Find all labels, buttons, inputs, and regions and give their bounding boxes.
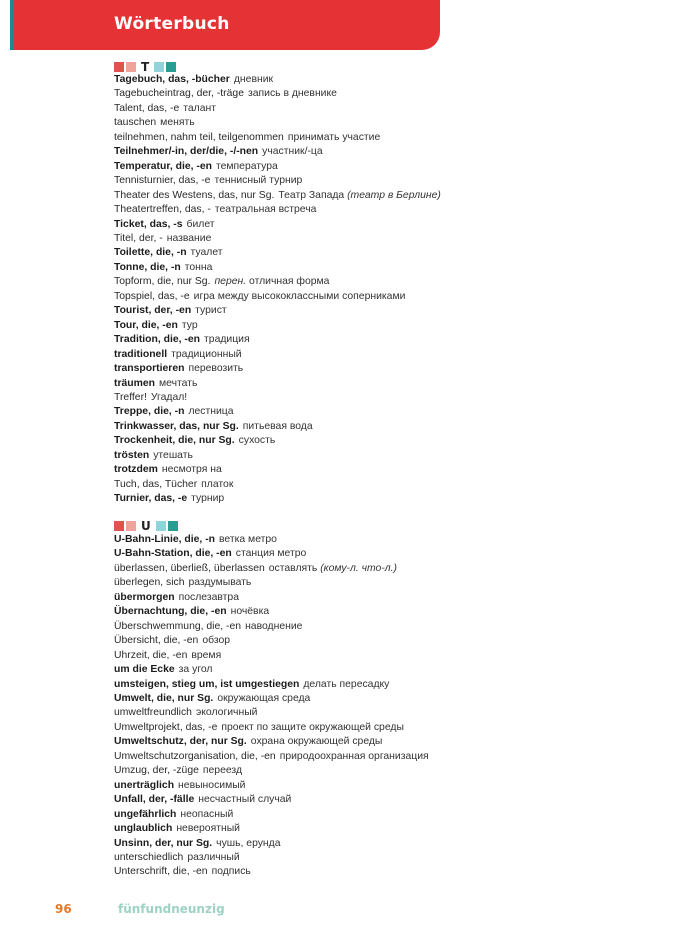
- section-u-entries: [114, 533, 429, 880]
- entry-note: (кому-л. что-л.): [320, 562, 398, 574]
- entry-translation: [280, 751, 429, 762]
- dictionary-entry: [114, 851, 429, 865]
- dictionary-entry: [114, 808, 429, 822]
- entry-translation-text: Театр Запада: [278, 189, 345, 201]
- entry-german: Tourist, der, -en: [114, 305, 192, 317]
- entry-translation: [187, 852, 239, 863]
- entry-german: umsteigen, stieg um, ist umgestiegen: [114, 678, 300, 690]
- entry-german: überlassen, überließ, überlassen: [114, 562, 265, 574]
- entry-translation-text: билет: [186, 218, 215, 230]
- entry-translation: [203, 765, 242, 776]
- dictionary-entry: [114, 837, 429, 851]
- dictionary-entry: [114, 391, 441, 405]
- entry-german: Talent, das, -e: [114, 102, 180, 114]
- dictionary-entry: [114, 478, 441, 492]
- entry-translation-text: тонна: [184, 261, 213, 273]
- entry-translation: [196, 707, 258, 718]
- entry-translation-text: природоохранная организация: [279, 750, 429, 762]
- entry-translation: [159, 378, 197, 389]
- entry-german: Theater des Westens, das, nur Sg.: [114, 189, 275, 201]
- entry-translation: [215, 204, 317, 215]
- entry-german: Tagebucheintrag, der, -träge: [114, 88, 244, 100]
- dictionary-entry: [114, 333, 441, 347]
- entry-german: Umweltschutz, der, nur Sg.: [114, 736, 247, 748]
- entry-translation-text: станция метро: [235, 548, 307, 560]
- dictionary-entry: [114, 420, 441, 434]
- entry-german: Treffer!: [114, 391, 147, 403]
- entry-german: Tour, die, -en: [114, 319, 178, 331]
- entry-translation: [269, 563, 397, 574]
- entry-german: tauschen: [114, 117, 157, 129]
- entry-translation-text: подпись: [211, 866, 251, 878]
- section-header-u: [114, 519, 178, 533]
- entry-translation-text: невыносимый: [178, 779, 246, 791]
- entry-translation-text: платок: [201, 478, 234, 490]
- dictionary-entry: [114, 102, 441, 116]
- dictionary-entry: [114, 304, 441, 318]
- entry-german: Topspiel, das, -e: [114, 290, 190, 302]
- entry-note: (театр в Берлине): [347, 189, 441, 201]
- dictionary-entry: [114, 605, 429, 619]
- dictionary-entry: [114, 319, 441, 333]
- dictionary-entry: [114, 174, 441, 188]
- dictionary-entry: [114, 750, 429, 764]
- entry-german: Überschwemmung, die, -en: [114, 620, 242, 632]
- entry-german: Tennisturnier, das, -e: [114, 175, 211, 187]
- entry-german: teilnehmen, nahm teil, teilgenommen: [114, 131, 284, 143]
- entry-translation: [214, 276, 329, 287]
- section-letter: U: [141, 519, 151, 533]
- dictionary-entry: [114, 649, 429, 663]
- entry-translation-text: лестница: [188, 406, 234, 418]
- dictionary-entry: [114, 562, 429, 576]
- entry-translation: [171, 349, 241, 360]
- dictionary-entry: [114, 73, 441, 87]
- entry-german: Unfall, der, -fälle: [114, 794, 195, 806]
- entry-translation-text: менять: [160, 117, 195, 129]
- entry-translation: [278, 190, 440, 201]
- entry-translation: [202, 635, 230, 646]
- entry-german: Trinkwasser, das, nur Sg.: [114, 420, 239, 432]
- dictionary-entry: [114, 160, 441, 174]
- entry-translation: [179, 664, 213, 675]
- entry-translation-text: дневник: [233, 74, 274, 85]
- dictionary-entry: [114, 434, 441, 448]
- entry-german: unglaublich: [114, 823, 173, 835]
- entry-translation: [243, 421, 313, 432]
- entry-german: traditionell: [114, 348, 168, 360]
- dictionary-entry: [114, 203, 441, 217]
- entry-german: Umweltprojekt, das, -e: [114, 721, 218, 733]
- entry-translation: [188, 406, 233, 417]
- entry-translation-text: тур: [181, 319, 198, 331]
- entry-translation: [221, 722, 404, 733]
- dictionary-entry: [114, 865, 429, 879]
- entry-german: Teilnehmer/-in, der/die, -/-nen: [114, 146, 259, 158]
- entry-translation: [288, 132, 380, 143]
- entry-german: Trockenheit, die, nur Sg.: [114, 435, 235, 447]
- dictionary-entry: [114, 764, 429, 778]
- entry-german: Umzug, der, -züge: [114, 765, 199, 777]
- entry-german: Unsinn, der, nur Sg.: [114, 837, 213, 849]
- entry-german: übermorgen: [114, 591, 175, 603]
- entry-translation-text: Угадал!: [150, 391, 188, 403]
- entry-translation: [303, 679, 389, 690]
- entry-translation-text: раздумывать: [188, 577, 252, 589]
- entry-translation-text: переезд: [202, 765, 243, 777]
- dictionary-entry: [114, 779, 429, 793]
- entry-translation-text: неопасный: [180, 808, 234, 820]
- entry-translation: [182, 320, 198, 331]
- entry-translation-text: театральная встреча: [214, 204, 317, 216]
- entry-translation: [185, 262, 213, 273]
- entry-translation-text: ночёвка: [230, 606, 270, 618]
- entry-translation: [153, 450, 193, 461]
- entry-german: Topform, die, nur Sg.: [114, 276, 211, 288]
- entry-german: Turnier, das, -e: [114, 493, 188, 505]
- entry-german: Übernachtung, die, -en: [114, 606, 227, 618]
- entry-translation: [167, 233, 212, 244]
- entry-translation-text: традиционный: [171, 348, 242, 360]
- entry-german: Toilette, die, -n: [114, 247, 187, 259]
- marker-square-red: [114, 521, 124, 531]
- dictionary-entry: [114, 87, 441, 101]
- entry-translation-text: сухость: [238, 435, 276, 447]
- entry-translation: [212, 866, 251, 877]
- entry-translation: [236, 548, 307, 559]
- dictionary-entry: [114, 261, 441, 275]
- entry-translation-text: проект по защите окружающей среды: [221, 721, 404, 733]
- entry-translation: [151, 392, 187, 403]
- entry-german: träumen: [114, 377, 155, 389]
- dictionary-entry: [114, 246, 441, 260]
- header-bar: [10, 0, 440, 50]
- entry-translation: [195, 305, 227, 316]
- entry-translation-text: экологичный: [195, 707, 258, 719]
- entry-translation-text: турист: [195, 305, 227, 317]
- entry-translation-text: послезавтра: [178, 591, 239, 603]
- dictionary-entry: [114, 721, 429, 735]
- marker-square-red: [114, 62, 124, 72]
- entry-translation: [191, 650, 221, 661]
- entry-translation: [162, 464, 222, 475]
- dictionary-entry: [114, 591, 429, 605]
- dictionary-entry: [114, 492, 441, 506]
- entry-german: umweltfreundlich: [114, 707, 192, 719]
- entry-translation: [180, 809, 233, 820]
- entry-translation-text: утешать: [153, 449, 193, 461]
- entry-translation-text: различный: [187, 851, 240, 863]
- entry-translation-text: талант: [183, 102, 217, 114]
- dictionary-entry: [114, 678, 429, 692]
- entry-translation: [216, 838, 280, 849]
- section-header-t: [114, 60, 176, 74]
- entry-german: unerträglich: [114, 779, 175, 791]
- entry-translation: [183, 103, 216, 114]
- entry-german: Tagebuch, das, -bücher: [114, 74, 230, 85]
- entry-translation: [188, 577, 251, 588]
- entry-translation-text: традиция: [204, 334, 250, 346]
- entry-translation-text: питьевая вода: [242, 420, 313, 432]
- dictionary-entry: [114, 449, 441, 463]
- entry-translation-text: температура: [215, 160, 278, 172]
- dictionary-entry: [114, 131, 441, 145]
- entry-translation-text: игра между высококлассными соперниками: [193, 290, 406, 302]
- entry-translation-text: чушь, ерунда: [216, 837, 281, 849]
- dictionary-entry: [114, 735, 429, 749]
- entry-german: Tuch, das, Tücher: [114, 478, 198, 490]
- entry-translation-text: невероятный: [176, 823, 240, 835]
- entry-translation: [239, 435, 276, 446]
- entry-translation: [188, 363, 243, 374]
- entry-translation: [217, 693, 310, 704]
- entry-translation: [204, 334, 250, 345]
- dictionary-entry: [114, 576, 429, 590]
- entry-german: transportieren: [114, 363, 185, 375]
- entry-german: Umwelt, die, nur Sg.: [114, 692, 214, 704]
- entry-german: Umweltschutzorganisation, die, -en: [114, 750, 276, 762]
- entry-translation-text: наводнение: [245, 620, 303, 632]
- dictionary-entry: [114, 348, 441, 362]
- entry-translation-text: название: [166, 232, 212, 244]
- dictionary-entry: [114, 793, 429, 807]
- entry-german: Titel, der, -: [114, 232, 163, 244]
- entry-translation: [198, 794, 291, 805]
- dictionary-entry: [114, 275, 441, 289]
- entry-translation-text: принимать участие: [287, 131, 381, 143]
- dictionary-entry: [114, 547, 429, 561]
- entry-german: trotzdem: [114, 464, 158, 476]
- entry-translation: [201, 479, 233, 490]
- entry-translation: [191, 247, 223, 258]
- entry-german: Tonne, die, -n: [114, 261, 181, 273]
- dictionary-entry: [114, 189, 441, 203]
- entry-german: Übersicht, die, -en: [114, 635, 199, 647]
- dictionary-entry: [114, 463, 441, 477]
- entry-translation: [251, 736, 383, 747]
- entry-translation-text: время: [191, 649, 222, 661]
- entry-translation: [219, 534, 277, 545]
- dictionary-entry: [114, 377, 441, 391]
- entry-translation: [231, 606, 270, 617]
- entry-german: Theatertreffen, das, -: [114, 204, 211, 216]
- entry-translation: [216, 161, 278, 172]
- entry-translation: [234, 74, 273, 85]
- entry-german: Uhrzeit, die, -en: [114, 649, 188, 661]
- entry-translation: [160, 117, 194, 128]
- header-accent-strip: [10, 0, 14, 50]
- page-number: 96: [55, 902, 72, 916]
- entry-translation-text: участник/-ца: [262, 146, 323, 158]
- marker-square-peach: [126, 62, 136, 72]
- dictionary-entry: [114, 692, 429, 706]
- dictionary-entry: [114, 706, 429, 720]
- entry-translation-text: мечтать: [159, 377, 198, 389]
- entry-translation: [191, 493, 224, 504]
- entry-translation-text: туалет: [190, 247, 223, 259]
- entry-translation-text: запись в дневнике: [247, 88, 337, 100]
- entry-translation: [262, 146, 323, 157]
- dictionary-entry: [114, 218, 441, 232]
- marker-square-teal: [166, 62, 176, 72]
- dictionary-entry: [114, 533, 429, 547]
- marker-square-lightblue: [154, 62, 164, 72]
- entry-german: Ticket, das, -s: [114, 218, 183, 230]
- entry-translation-text: перевозить: [188, 363, 244, 375]
- entry-translation-text: охрана окружающей среды: [250, 736, 383, 748]
- entry-translation: [179, 592, 239, 603]
- marker-square-lightblue: [156, 521, 166, 531]
- dictionary-entry: [114, 362, 441, 376]
- entry-translation-text: оставлять: [268, 562, 318, 574]
- entry-translation: [187, 219, 215, 230]
- entry-translation-text: отличная форма: [249, 276, 330, 288]
- entry-translation: [248, 88, 337, 99]
- entry-usage-label: перен.: [214, 276, 247, 288]
- entry-translation-text: несчастный случай: [198, 794, 292, 806]
- dictionary-entry: [114, 232, 441, 246]
- entry-german: Treppe, die, -n: [114, 406, 185, 418]
- dictionary-entry: [114, 620, 429, 634]
- entry-german: Unterschrift, die, -en: [114, 866, 208, 878]
- dictionary-entry: [114, 290, 441, 304]
- entry-translation: [214, 175, 302, 186]
- entry-german: U-Bahn-Linie, die, -n: [114, 534, 216, 545]
- page-number-word: fünfundneunzig: [118, 902, 225, 916]
- entry-translation-text: ветка метро: [219, 534, 277, 545]
- dictionary-entry: [114, 634, 429, 648]
- dictionary-entry: [114, 405, 441, 419]
- marker-square-teal: [168, 521, 178, 531]
- entry-translation: [245, 621, 302, 632]
- marker-square-peach: [126, 521, 136, 531]
- entry-german: trösten: [114, 449, 150, 461]
- entry-german: unterschiedlich: [114, 851, 184, 863]
- entry-translation-text: теннисный турнир: [214, 175, 303, 187]
- entry-german: überlegen, sich: [114, 577, 185, 589]
- entry-german: U-Bahn-Station, die, -en: [114, 548, 232, 560]
- entry-german: ungefährlich: [114, 808, 177, 820]
- entry-translation-text: несмотря на: [161, 464, 222, 476]
- section-letter: T: [141, 60, 150, 74]
- dictionary-entry: [114, 116, 441, 130]
- entry-german: um die Ecke: [114, 664, 175, 676]
- entry-translation-text: окружающая среда: [217, 692, 311, 704]
- entry-translation-text: обзор: [202, 635, 231, 647]
- entry-translation-text: турнир: [191, 493, 225, 505]
- entry-translation: [194, 291, 406, 302]
- dictionary-entry: [114, 663, 429, 677]
- section-t-entries: [114, 73, 441, 507]
- dictionary-entry: [114, 822, 429, 836]
- entry-translation-text: за угол: [178, 664, 213, 676]
- entry-translation-text: делать пересадку: [303, 678, 390, 690]
- entry-translation: [178, 780, 245, 791]
- entry-translation: [176, 823, 240, 834]
- page-title: Wörterbuch: [114, 14, 230, 34]
- entry-german: Tradition, die, -en: [114, 334, 201, 346]
- entry-german: Temperatur, die, -en: [114, 160, 212, 172]
- dictionary-entry: [114, 145, 441, 159]
